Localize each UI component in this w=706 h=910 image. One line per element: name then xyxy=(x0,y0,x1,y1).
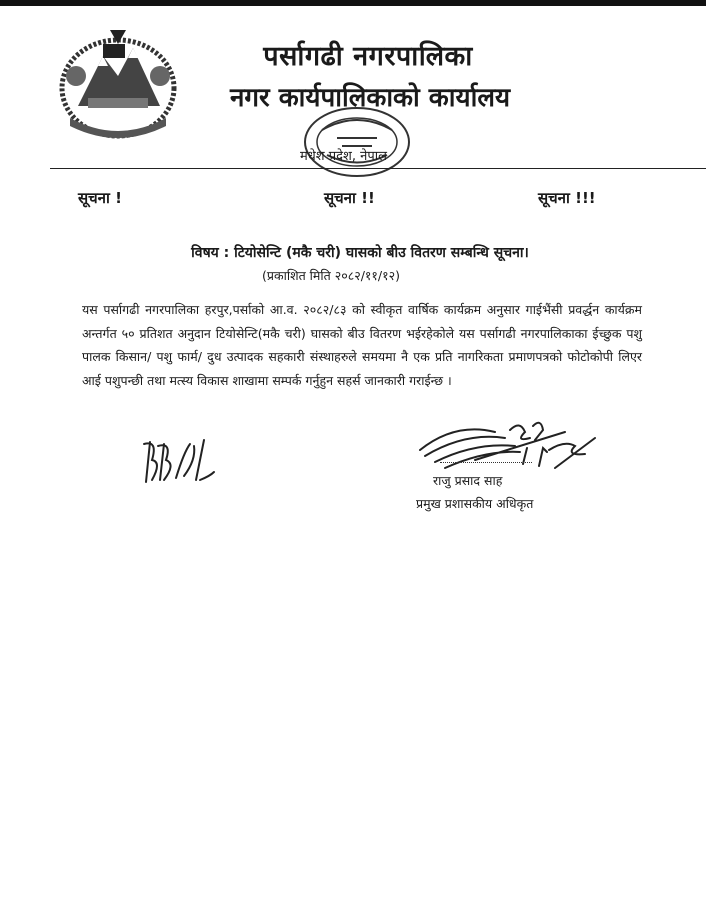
notice-body: यस पर्सागढी नगरपालिका हरपुर,पर्साको आ.व. २०८२/८३ को स्वीकृत वार्षिक कार्यक्रम अनुसार गाईभैंसी प्रवर्द्धन कार्यक्रम अन्तर्गत ५० प्रतिशत अनुदान टियोसेन्टि(मकै चरी) घासको बीउ वितरण भईरहेकोले यस पर्सागढी नगरपालिकाका ईच्छुक पशु पालक किसान/ पशु फार्म/ दुध उत्पादक सहकारी संस्थाहरुले समयमा नै एक प्रति नागरिकता प्रमाणपत्रको फोटोकोपी लिएर आई पशुपन्छी तथा मत्स्य विकास शाखामा सम्पर्क गर्नुहुन सहर्स जानकारी गराईन्छ । xyxy=(82,302,642,388)
signatory-name: राजु प्रसाद साह xyxy=(433,473,503,488)
office-subtitle: नगर कार्यपालिकाको कार्यालय xyxy=(229,83,511,113)
notice-label-1: सूचना ! xyxy=(78,189,122,207)
signature-dotted-line xyxy=(440,462,532,463)
nepal-emblem-icon xyxy=(48,26,188,144)
office-address: मधेश प्रदेश, नेपाल xyxy=(300,149,387,164)
signatory-title: प्रमुख प्रशासकीय अधिकृत xyxy=(416,496,534,511)
published-date: (प्रकाशित मिति २०८२/११/१२) xyxy=(262,268,401,283)
notice-label-3: सूचना !!! xyxy=(538,189,596,207)
office-stamp-icon xyxy=(292,100,422,190)
notice-label-2: सूचना !! xyxy=(324,189,375,207)
notice-subject: विषय : टियोसेन्टि (मकै चरी) घासको बीउ वितरण सम्बन्धि सूचना। xyxy=(191,245,529,261)
top-dark-band xyxy=(0,0,706,6)
header-divider xyxy=(50,168,706,169)
office-name: पर्सागढी नगरपालिका xyxy=(263,41,473,72)
handwritten-signature-left xyxy=(138,432,218,492)
